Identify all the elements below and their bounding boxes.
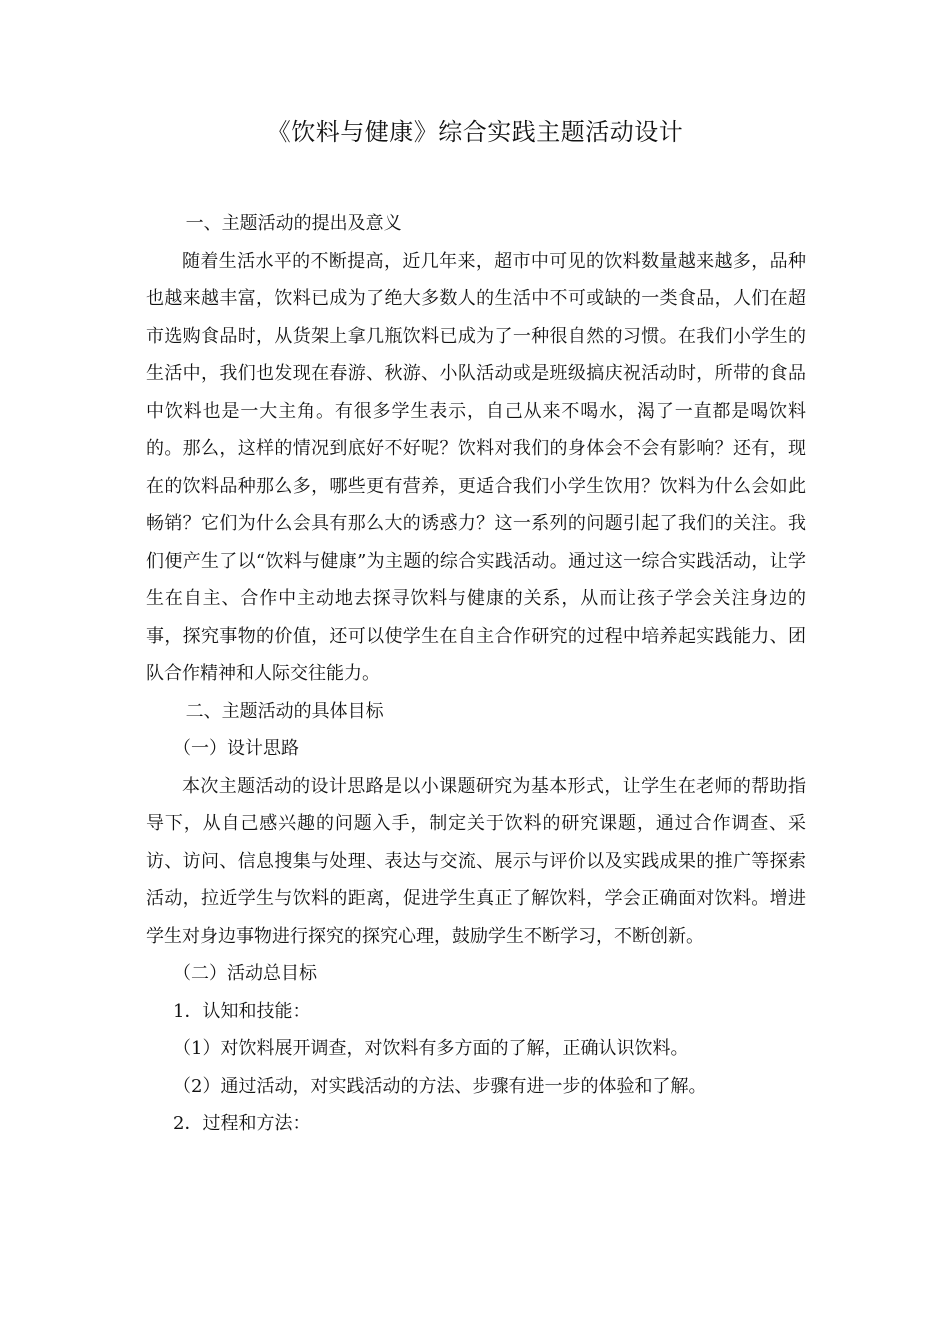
goal-item-2: （2）通过活动，对实践活动的方法、步骤有进一步的体验和了解。 (173, 1075, 707, 1097)
subsection-heading-design: （一）设计思路 (173, 738, 299, 759)
paragraph-purpose: 随着生活水平的不断提高，近几年来，超市中可见的饮料数量越来越多，品种也越来越丰富，饮料已成为了绝大多数人的生活中不可或缺的一类食品，人们在超市选购食品时，从货架上拿几瓶饮料已成为了一种很自然的习惯。在我们小学生的生活中，我们也发现在春游、秋游、小队活动或是班级搞庆祝活动时，所带的食品中饮料也是一大主角。有很多学生表示，自己从来不喝水，渴了一直都是喝饮料的。那么，这样的情况到底好不好呢？饮料对我们的身体会不会有影响？还有，现在的饮料品种那么多，哪些更有营养，更适合我们小学生饮用？饮料为什么会如此畅销？它们为什么会具有那么大的诱惑力？这一系列的问题引起了我们的关注。我们便产生了以“饮料与健康”为主题的综合实践活动。通过这一综合实践活动，让学生在自主、合作中主动地去探寻饮料与健康的关系，从而让孩子学会关注身边的事，探究事物的价值，还可以使学生在自主合作研究的过程中培养起实践能力、团队合作精神和人际交往能力。 (146, 250, 806, 684)
document-title: 《饮料与健康》综合实践主题活动设计 (266, 118, 684, 146)
goal-heading-cognition: 1．认知和技能： (173, 1000, 311, 1022)
subsection-heading-goals: （二）活动总目标 (173, 963, 317, 984)
document-body (146, 205, 806, 1143)
section-heading-2: 二、主题活动的具体目标 (185, 700, 384, 722)
section-heading-1: 一、主题活动的提出及意义 (185, 213, 402, 234)
goal-heading-process: 2．过程和方法： (173, 1113, 311, 1134)
paragraph-design: 本次主题活动的设计思路是以小课题研究为基本形式，让学生在老师的帮助指导下，从自己感兴趣的问题入手，制定关于饮料的研究课题，通过合作调查、采访、访问、信息搜集与处理、表达与交流、展示与评价以及实践成果的推广等探索活动，拉近学生与饮料的距离，促进学生真正了解饮料，学会正确面对饮料。增进学生对身边事物进行探究的探究心理，鼓励学生不断学习，不断创新。 (146, 775, 806, 947)
goal-item-1: （1）对饮料展开调查，对饮料有多方面的了解，正确认识饮料。 (173, 1038, 689, 1059)
